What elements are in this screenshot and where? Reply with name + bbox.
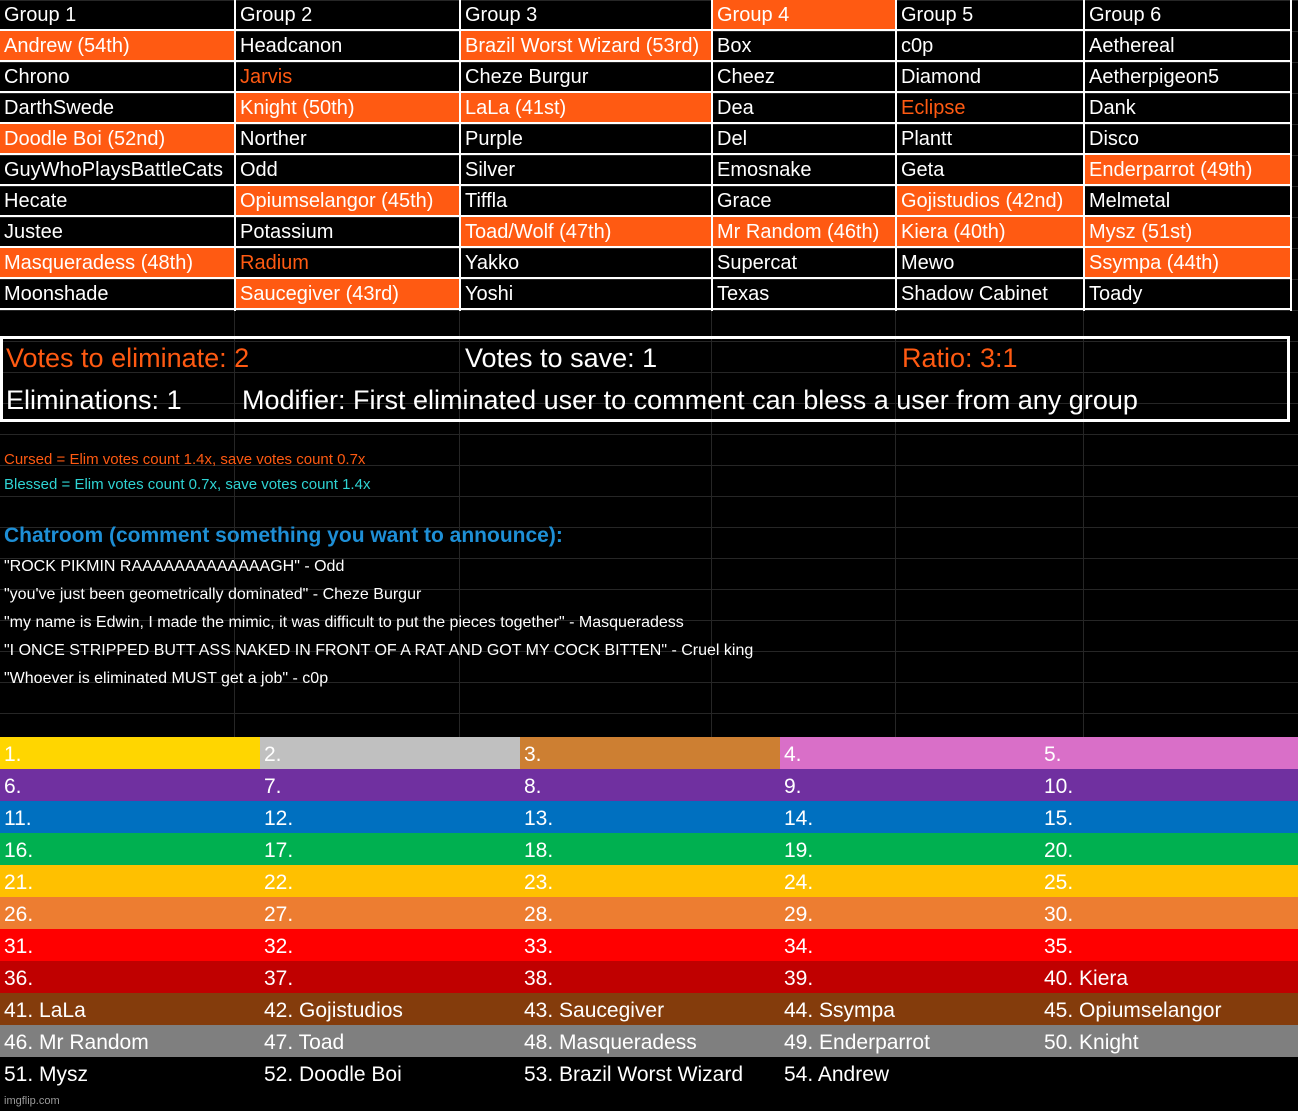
vote-ratio: Ratio: 3:1 <box>902 343 1018 373</box>
group-member: Gojistudios (42nd) <box>897 186 1083 217</box>
ranking-cell: 39. <box>780 961 1040 993</box>
ranking-cell: 53. Brazil Worst Wizard <box>520 1057 780 1089</box>
ranking-cell: 10. <box>1040 769 1298 801</box>
group-header: Group 2 <box>236 0 459 31</box>
group-member: Knight (50th) <box>236 93 459 124</box>
ranking-cell: 30. <box>1040 897 1298 929</box>
group-member: Andrew (54th) <box>0 31 234 62</box>
group-member: Potassium <box>236 217 459 248</box>
group-member: Brazil Worst Wizard (53rd) <box>461 31 711 62</box>
ranking-cell: 48. Masqueradess <box>520 1025 780 1057</box>
group-member: Toad/Wolf (47th) <box>461 217 711 248</box>
group-member: Justee <box>0 217 234 248</box>
ranking-cell <box>1040 1057 1298 1089</box>
ranking-cell: 27. <box>260 897 520 929</box>
group-member: DarthSwede <box>0 93 234 124</box>
group-member: Aethereal <box>1085 31 1290 62</box>
ranking-row <box>0 993 1298 1025</box>
group-member: Norther <box>236 124 459 155</box>
chat-message: "you've just been geometrically dominated" - Cheze Burgur <box>4 586 422 603</box>
ranking-cell: 32. <box>260 929 520 961</box>
group-member: Silver <box>461 155 711 186</box>
group-member: Purple <box>461 124 711 155</box>
group-header: Group 4 <box>713 0 895 31</box>
group-member: c0p <box>897 31 1083 62</box>
blessed-legend: Blessed = Elim votes count 0.7x, save votes count 1.4x <box>4 476 371 493</box>
group-member: Doodle Boi (52nd) <box>0 124 234 155</box>
ranking-row <box>0 897 1298 929</box>
group-member: Headcanon <box>236 31 459 62</box>
ranking-cell: 38. <box>520 961 780 993</box>
votes-to-eliminate: Votes to eliminate: 2 <box>6 343 250 373</box>
ranking-cell: 47. Toad <box>260 1025 520 1057</box>
group-member: Box <box>713 31 895 62</box>
group-member: Kiera (40th) <box>897 217 1083 248</box>
group-member: Dea <box>713 93 895 124</box>
cursed-legend: Cursed = Elim votes count 1.4x, save votes count 0.7x <box>4 451 366 468</box>
ranking-cell: 18. <box>520 833 780 865</box>
chat-message: "ROCK PIKMIN RAAAAAAAAAAAAAGH" - Odd <box>4 558 345 575</box>
ranking-cell: 21. <box>0 865 260 897</box>
group-header: Group 1 <box>0 0 234 31</box>
ranking-cell: 54. Andrew <box>780 1057 1040 1089</box>
ranking-cell: 42. Gojistudios <box>260 993 520 1025</box>
group-member: GuyWhoPlaysBattleCats <box>0 155 234 186</box>
column-border <box>1290 0 1292 311</box>
ranking-cell: 8. <box>520 769 780 801</box>
group-member: LaLa (41st) <box>461 93 711 124</box>
ranking-cell: 2. <box>260 737 520 769</box>
ranking-cell: 5. <box>1040 737 1298 769</box>
ranking-row <box>0 737 1298 769</box>
ranking-cell: 25. <box>1040 865 1298 897</box>
ranking-cell: 11. <box>0 801 260 833</box>
group-member: Hecate <box>0 186 234 217</box>
group-member: Chrono <box>0 62 234 93</box>
group-member: Opiumselangor (45th) <box>236 186 459 217</box>
group-member: Odd <box>236 155 459 186</box>
group-header: Group 5 <box>897 0 1083 31</box>
group-member: Mewo <box>897 248 1083 279</box>
ranking-row <box>0 865 1298 897</box>
ranking-cell: 22. <box>260 865 520 897</box>
group-member: Supercat <box>713 248 895 279</box>
ranking-cell: 37. <box>260 961 520 993</box>
group-member: Yoshi <box>461 279 711 310</box>
group-member: Geta <box>897 155 1083 186</box>
ranking-row <box>0 929 1298 961</box>
group-member: Toady <box>1085 279 1290 310</box>
ranking-cell: 50. Knight <box>1040 1025 1298 1057</box>
group-member: Jarvis <box>236 62 459 93</box>
round-modifier: Modifier: First eliminated user to comment can bless a user from any group <box>242 385 1138 415</box>
group-member: Cheze Burgur <box>461 62 711 93</box>
ranking-row <box>0 961 1298 993</box>
ranking-row <box>0 801 1298 833</box>
ranking-cell: 29. <box>780 897 1040 929</box>
ranking-cell: 41. LaLa <box>0 993 260 1025</box>
ranking-cell: 46. Mr Random <box>0 1025 260 1057</box>
group-member: Moonshade <box>0 279 234 310</box>
ranking-cell: 28. <box>520 897 780 929</box>
group-member: Cheez <box>713 62 895 93</box>
ranking-cell: 15. <box>1040 801 1298 833</box>
group-member: Texas <box>713 279 895 310</box>
ranking-cell: 1. <box>0 737 260 769</box>
group-member: Tiffla <box>461 186 711 217</box>
ranking-cell: 3. <box>520 737 780 769</box>
ranking-cell: 7. <box>260 769 520 801</box>
ranking-cell: 33. <box>520 929 780 961</box>
ranking-cell: 51. Mysz <box>0 1057 260 1089</box>
group-member: Eclipse <box>897 93 1083 124</box>
group-header: Group 3 <box>461 0 711 31</box>
group-member: Enderparrot (49th) <box>1085 155 1290 186</box>
group-member: Yakko <box>461 248 711 279</box>
group-member: Mysz (51st) <box>1085 217 1290 248</box>
group-member: Emosnake <box>713 155 895 186</box>
ranking-cell: 36. <box>0 961 260 993</box>
ranking-cell: 31. <box>0 929 260 961</box>
watermark: imgflip.com <box>4 1095 60 1107</box>
ranking-cell: 13. <box>520 801 780 833</box>
group-member: Radium <box>236 248 459 279</box>
ranking-cell: 35. <box>1040 929 1298 961</box>
ranking-cell: 9. <box>780 769 1040 801</box>
group-member: Dank <box>1085 93 1290 124</box>
chat-message: "Whoever is eliminated MUST get a job" - c0p <box>4 670 329 687</box>
ranking-cell: 26. <box>0 897 260 929</box>
group-header: Group 6 <box>1085 0 1290 31</box>
ranking-cell: 19. <box>780 833 1040 865</box>
group-member: Saucegiver (43rd) <box>236 279 459 310</box>
vote-info-box <box>0 336 1290 422</box>
group-member: Diamond <box>897 62 1083 93</box>
ranking-cell: 52. Doodle Boi <box>260 1057 520 1089</box>
ranking-cell: 45. Opiumselangor <box>1040 993 1298 1025</box>
ranking-cell: 43. Saucegiver <box>520 993 780 1025</box>
ranking-cell: 44. Ssympa <box>780 993 1040 1025</box>
ranking-cell: 49. Enderparrot <box>780 1025 1040 1057</box>
group-member: Ssympa (44th) <box>1085 248 1290 279</box>
ranking-cell: 16. <box>0 833 260 865</box>
ranking-cell: 40. Kiera <box>1040 961 1298 993</box>
ranking-row <box>0 1057 1298 1089</box>
ranking-cell: 4. <box>780 737 1040 769</box>
group-member: Grace <box>713 186 895 217</box>
chat-message: "I ONCE STRIPPED BUTT ASS NAKED IN FRONT OF A RAT AND GOT MY COCK BITTEN" - Cruel king <box>4 642 754 659</box>
group-member: Aetherpigeon5 <box>1085 62 1290 93</box>
group-member: Shadow Cabinet <box>897 279 1083 310</box>
ranking-cell: 34. <box>780 929 1040 961</box>
chat-message: "my name is Edwin, I made the mimic, it was difficult to put the pieces together" - Masqueradess <box>4 614 684 631</box>
ranking-cell: 14. <box>780 801 1040 833</box>
group-member: Melmetal <box>1085 186 1290 217</box>
eliminations-count: Eliminations: 1 <box>6 385 182 415</box>
ranking-row <box>0 769 1298 801</box>
votes-to-save: Votes to save: 1 <box>465 343 658 373</box>
ranking-row <box>0 1025 1298 1057</box>
ranking-cell: 24. <box>780 865 1040 897</box>
ranking-cell: 23. <box>520 865 780 897</box>
chatroom-title: Chatroom (comment something you want to announce): <box>4 524 563 547</box>
group-member: Plantt <box>897 124 1083 155</box>
group-member: Mr Random (46th) <box>713 217 895 248</box>
ranking-cell: 20. <box>1040 833 1298 865</box>
group-member: Disco <box>1085 124 1290 155</box>
group-member: Del <box>713 124 895 155</box>
ranking-cell: 17. <box>260 833 520 865</box>
group-member: Masqueradess (48th) <box>0 248 234 279</box>
ranking-row <box>0 833 1298 865</box>
ranking-cell: 12. <box>260 801 520 833</box>
ranking-cell: 6. <box>0 769 260 801</box>
